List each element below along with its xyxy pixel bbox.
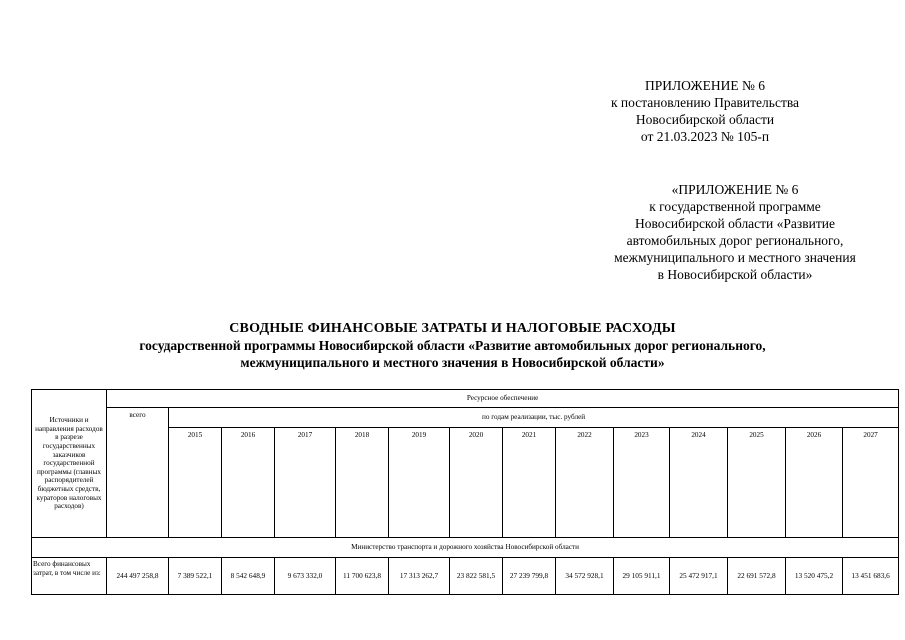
appendix-header-old: [585, 181, 885, 283]
year-value-cell: 29 105 911,1: [614, 558, 670, 595]
appendix-title: «ПРИЛОЖЕНИЕ № 6: [671, 182, 799, 197]
table-header-row: [32, 408, 899, 428]
row-label-cell: Всего финансовых затрат, в том числе из:: [32, 558, 107, 595]
year-header-cell: 2027: [843, 428, 899, 538]
financial-table: [31, 389, 899, 595]
year-value-cell: 22 691 572,8: [728, 558, 786, 595]
year-header-cell: 2026: [786, 428, 843, 538]
year-header-cell: 2021: [503, 428, 556, 538]
total-header-cell: всего: [107, 408, 169, 538]
table-row: [32, 558, 899, 595]
by-years-header-cell: по годам реализации, тыс. рублей: [169, 408, 899, 428]
document-title: [60, 320, 845, 371]
appendix-line: межмуниципального и местного значения: [614, 250, 856, 265]
appendix-line: к государственной программе: [649, 199, 821, 214]
appendix-line: Новосибирской области «Развитие: [635, 216, 835, 231]
appendix-line: автомобильных дорог регионального,: [626, 233, 844, 248]
year-value-cell: 7 389 522,1: [169, 558, 222, 595]
year-header-cell: 2019: [389, 428, 450, 538]
table-header-row: [32, 390, 899, 408]
year-header-cell: 2024: [670, 428, 728, 538]
title-sub-line-2: межмуниципального и местного значения в Новосибирской области»: [240, 355, 665, 370]
resource-header-cell: Ресурсное обеспечение: [107, 390, 899, 408]
year-value-cell: 11 700 623,8: [336, 558, 389, 595]
appendix-title: ПРИЛОЖЕНИЕ № 6: [644, 78, 766, 93]
year-value-cell: 17 313 262,7: [389, 558, 450, 595]
appendix-date: от 21.03.2023 № 105-п: [640, 129, 770, 144]
year-header-cell: 2018: [336, 428, 389, 538]
appendix-line: в Новосибирской области»: [657, 267, 813, 282]
appendix-header-new: [580, 77, 830, 145]
year-value-cell: 25 472 917,1: [670, 558, 728, 595]
appendix-line: Новосибирской области: [635, 112, 775, 127]
ministry-row: [32, 538, 899, 558]
year-value-cell: 9 673 332,0: [275, 558, 336, 595]
year-value-cell: 23 822 581,5: [450, 558, 503, 595]
total-value-cell: 244 497 258,8: [107, 558, 169, 595]
appendix-line: к постановлению Правительства: [610, 95, 800, 110]
title-main: СВОДНЫЕ ФИНАНСОВЫЕ ЗАТРАТЫ И НАЛОГОВЫЕ РАСХОДЫ: [229, 321, 676, 336]
year-header-cell: 2022: [556, 428, 614, 538]
year-value-cell: 13 520 475,2: [786, 558, 843, 595]
year-header-cell: 2017: [275, 428, 336, 538]
ministry-cell: Министерство транспорта и дорожного хозяйства Новосибирской области: [32, 538, 899, 558]
year-value-cell: 8 542 648,9: [222, 558, 275, 595]
year-value-cell: 27 239 799,8: [503, 558, 556, 595]
year-header-cell: 2020: [450, 428, 503, 538]
year-value-cell: 13 451 683,6: [843, 558, 899, 595]
source-header-cell: Источники и направления расходов в разрезе государственных заказчиков государственной программы (главных распорядителей бюджетных средств, кураторов налоговых расходов): [32, 390, 107, 538]
year-header-cell: 2023: [614, 428, 670, 538]
year-header-cell: 2025: [728, 428, 786, 538]
year-header-cell: 2015: [169, 428, 222, 538]
year-value-cell: 34 572 928,1: [556, 558, 614, 595]
title-sub-line-1: государственной программы Новосибирской области «Развитие автомобильных дорог регионального,: [139, 338, 766, 353]
year-header-cell: 2016: [222, 428, 275, 538]
